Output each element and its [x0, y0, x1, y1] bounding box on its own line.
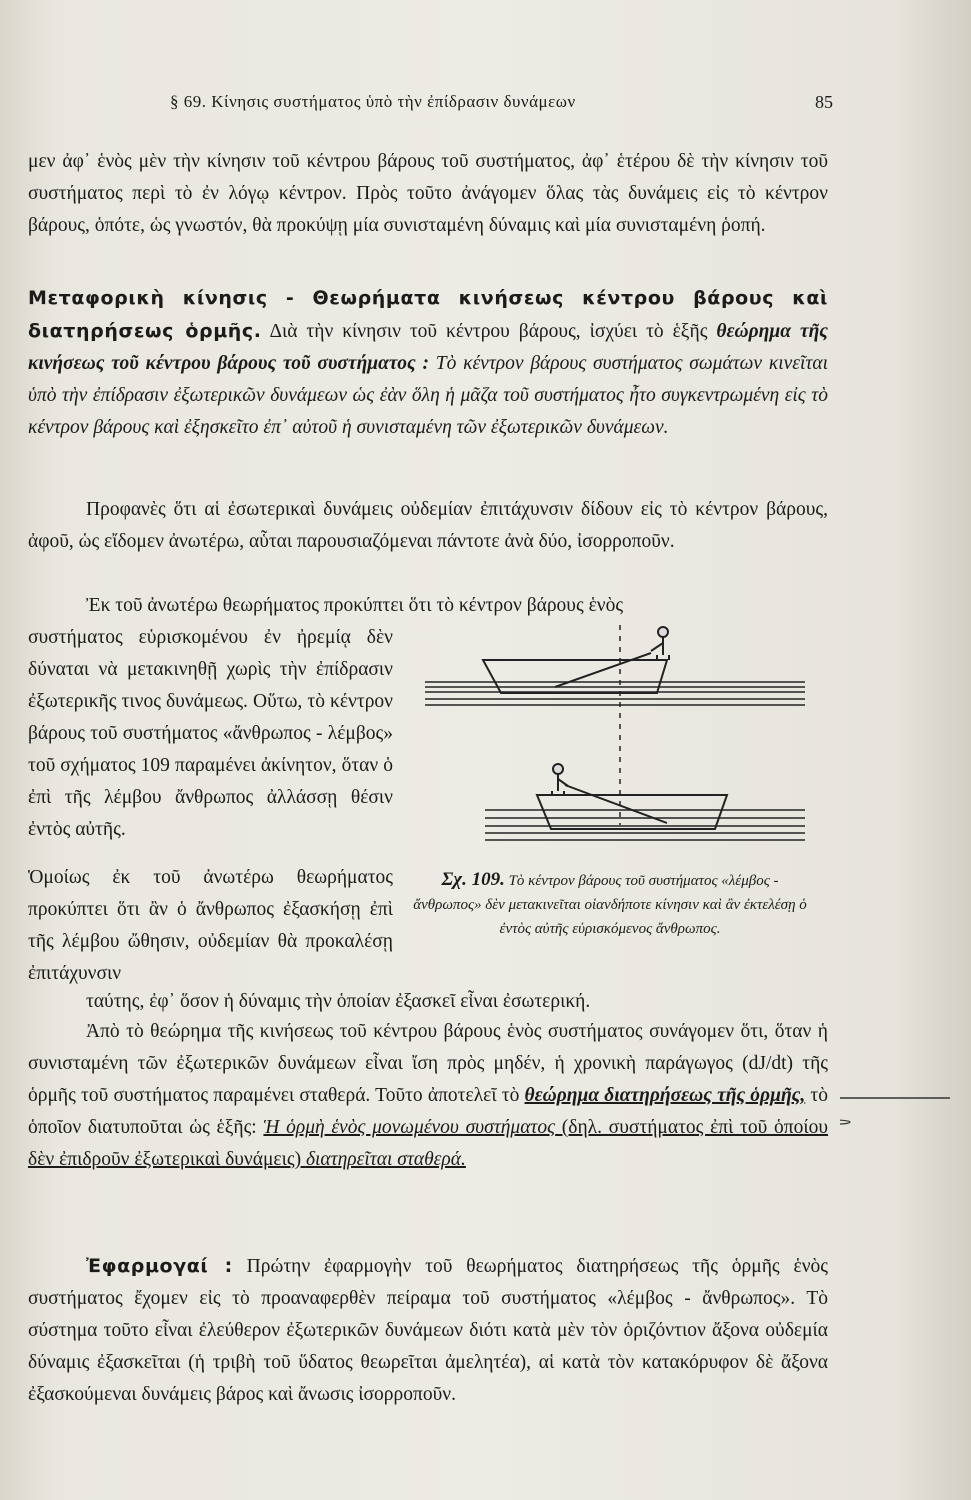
theorem-statement: Τὸ κέντρον βάρους συστήματος σωμάτων κινεῖται ὑπὸ τὴν ἐπίδρασιν ἐξωτερικῶν δυνάμεων ὡς ἐὰν ὅλη ἡ μᾶζα τοῦ συστήματος ἦτο συγκεντρωμένη εἰς τὸ κέντρον βάρους καὶ ἐξησκεῖτο ἐπ᾿ αὐτοῦ ἡ συνισταμένη τῶν ἐξωτερικῶν δυνάμεων.	[28, 353, 829, 438]
paragraph-text: Προφανὲς ὅτι αἱ ἐσωτερικαὶ δυνάμεις οὐδεμίαν ἐπιτάχυνσιν δίδουν εἰς τὸ κέντρον βάρους, ἀφοῦ, ὡς εἴδομεν ἀνωτέρω, αὗται παρουσιαζόμεναι πάντοτε ἀνὰ δύο, ἰσορροποῦν.	[28, 499, 828, 552]
paragraph-applications	[28, 1250, 828, 1411]
paragraph-push-rest	[28, 986, 828, 1018]
paragraph-text	[28, 1250, 828, 1411]
theorem-colon: :	[415, 353, 430, 374]
paragraph-text: ταύτης, ἐφ᾿ ὅσον ἡ δύναμις τὴν ὁποίαν ἐξασκεῖ εἶναι ἐσωτερική.	[86, 991, 591, 1012]
paragraph-text	[28, 1016, 828, 1176]
man-bottom-icon	[552, 764, 568, 796]
applications-text: Πρώτην ἐφαρμογὴν τοῦ θεωρήματος διατηρήσεως τῆς ὁρμῆς ἑνὸς συστήματος ἔχομεν εἰς τὸ προαναφερθὲν πείραμα τοῦ συστήματος «λέμβος - ἄνθρωπος». Τὸ σύστημα τοῦτο εἶναι ἐλεύθερον ἐξωτερικῶν δυνάμεων διότι κατὰ μὲν τὸν ὁριζόντιον ἄξονα οὐδεμία δύναμις ἐξασκεῖται (ἡ τριβὴ τοῦ ὕδατος θεωρεῖται ἀμελητέα), αἱ κατὰ τὸν κατακόρυφον δὲ ἄξονα ἐξασκούμεναι δυνάμεις βάρος καὶ ἄνωσις ἰσορροποῦν.	[28, 1256, 828, 1405]
momentum-theorem-title: θεώρημα διατηρήσεως τῆς ὁρμῆς,	[524, 1085, 806, 1106]
figure-label: Σχ. 109.	[441, 869, 505, 890]
paragraph-text: Ὁμοίως ἐκ τοῦ ἀνωτέρω θεωρήματος προκύπτει ὅτι ἂν ὁ ἄνθρωπος ἐξασκήσῃ ἐπὶ τῆς λέμβου ὤθησιν, οὐδεμίαν θὰ προκαλέσῃ ἐπιτάχυνσιν	[28, 867, 393, 984]
section-intro: Διὰ τὴν κίνησιν τοῦ κέντρου βάρους, ἰσχύει τὸ ἑξῆς	[261, 321, 717, 342]
man-top-icon	[651, 627, 669, 660]
page-number: 85	[815, 92, 833, 112]
figure-caption	[410, 868, 810, 941]
paragraph-push	[28, 862, 393, 990]
section-heading: Μεταφορικὴ κίνησις - Θεωρήματα κινήσεως κέντρου βάρους καὶ διατηρήσεως ὁρμῆς.	[28, 287, 828, 342]
momentum-theorem-statement: Ἡ ὁρμὴ ἑνὸς μονωμένου συστήματος	[263, 1117, 556, 1138]
paragraph-momentum	[28, 1016, 828, 1176]
theorem-paragraph	[28, 282, 828, 444]
theorem-title: θεώρημα τῆς κινήσεως τοῦ κέντρου βάρους τοῦ συστήματος	[28, 321, 828, 374]
caption-text: Τὸ κέντρον βάρους τοῦ συστήματος «λέμβος - ἄνθρωπος» δὲν μετακινεῖται οἱανδήποτε κίνησιν καὶ ἂν ἐκτελέσῃ ὁ ἐντὸς αὐτῆς εὑρισκόμενος ἄνθρωπος.	[413, 873, 807, 937]
paragraph-text: Ἐκ τοῦ ἀνωτέρω θεωρήματος προκύπτει ὅτι τὸ κέντρον βάρους ἑνὸς	[86, 595, 624, 616]
boat-bottom	[485, 785, 805, 840]
section-center-of-mass	[28, 282, 828, 444]
paragraph-intro	[28, 146, 828, 242]
paragraph-text: μεν ἀφ᾿ ἑνὸς μὲν τὴν κίνησιν τοῦ κέντρου βάρους τοῦ συστήματος, ἀφ᾿ ἑτέρου δὲ τὴν κίνησιν τοῦ συστήματος περὶ τὸ ἐν λόγῳ κέντρον. Πρὸς τοῦτο ἀνάγομεν ὅλας τὰς δυνάμεις εἰς τὸ κέντρον βάρους, ὁπότε, ὡς γνωστόν, θὰ προκύψῃ μία συνισταμένη δύναμις καὶ μία συνισταμένη ῥοπή.	[28, 151, 828, 236]
paragraph-text: συστήματος εὑρισκομένου ἐν ἠρεμίᾳ δὲν δύναται νὰ μετακινηθῇ χωρὶς τὴν ἐπίδρασιν ἐξωτερικῆς τινος δυνάμεως. Οὕτω, τὸ κέντρον βάρους τοῦ συστήματος «ἄνθρωπος - λέμβος» τοῦ σχήματος 109 παραμένει ἀκίνητον, ὅταν ὁ ἐπὶ τῆς λέμβου ἄνθρωπος ἀλλάσσῃ θέσιν ἐντὸς αὐτῆς.	[28, 627, 393, 840]
paragraph-internal-forces	[28, 494, 828, 558]
momentum-theorem-end: διατηρεῖται σταθερά.	[305, 1149, 466, 1170]
applications-heading: Ἐφαρμογαί :	[86, 1255, 233, 1277]
boat-top	[425, 653, 805, 705]
running-header: § 69. Κίνησις συστήματος ὑπὸ τὴν ἐπίδρασιν δυνάμεων	[170, 92, 576, 111]
handwritten-margin-bracket	[840, 1080, 960, 1240]
paragraph-consequence-narrow	[28, 622, 393, 846]
momentum-text-3: (δηλ. συστήματος ἐπὶ τοῦ ὁποίου δὲν ἐπιδροῦν ἐξωτερικαὶ δυνάμεις)	[28, 1117, 828, 1170]
momentum-text-1: Ἀπὸ τὸ θεώρημα τῆς κινήσεως τοῦ κέντρου βάρους ἑνὸς συστήματος συνάγομεν ὅτι, ὅταν ἡ συνισταμένη τῶν ἐξωτερικῶν δυνάμεων εἶναι ἴση πρὸς μηδέν, ἡ χρονικὴ παράγωγος (dJ/dt) τῆς ὁρμῆς τοῦ συστήματος παραμένει σταθερά. Τοῦτο ἀποτελεῖ τὸ	[28, 1021, 828, 1106]
momentum-text-2: τὸ ὁποῖον διατυποῦται ὡς ἑξῆς:	[28, 1085, 828, 1138]
